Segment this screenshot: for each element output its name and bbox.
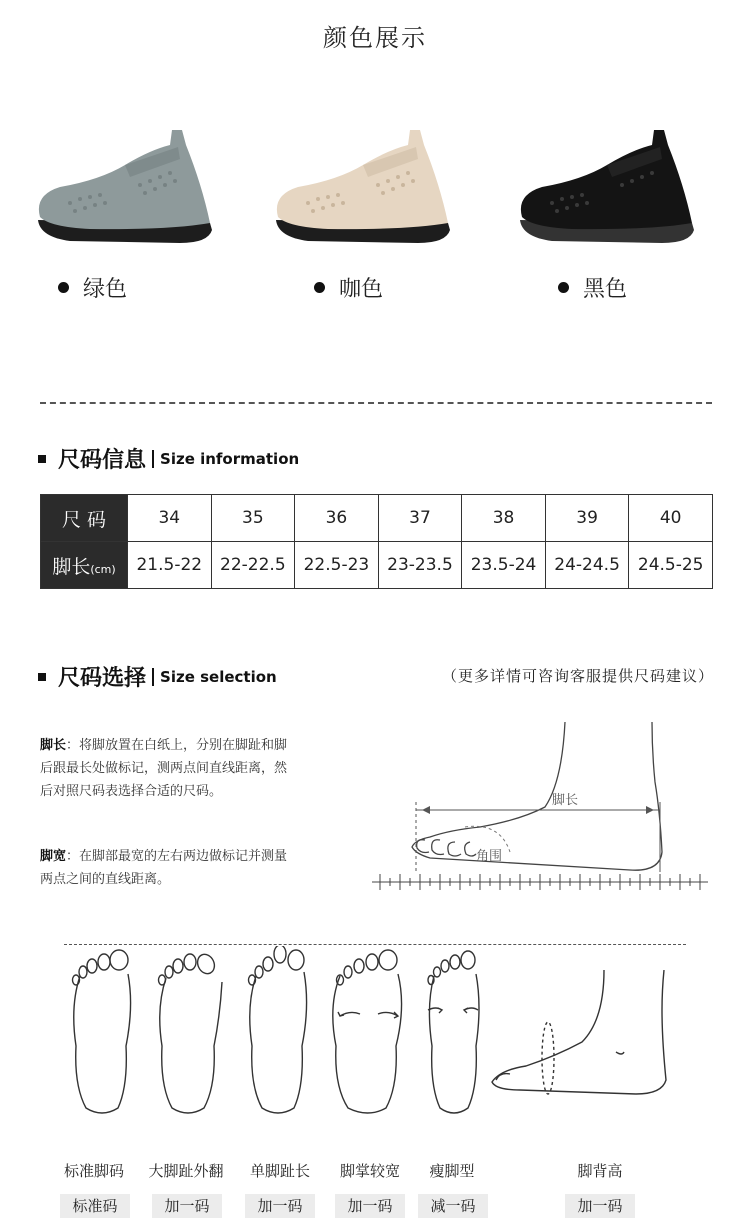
foot-type-label: 大脚趾外翻 (148, 1162, 224, 1180)
size-advice-badge: 加一码 (565, 1194, 635, 1218)
table-row-length (41, 542, 713, 589)
row-header-label: 脚长 (52, 555, 91, 578)
foot-bunion-icon (150, 946, 230, 1121)
bullet-dot-icon (558, 282, 569, 293)
foot-type-label: 单脚趾长 (249, 1162, 310, 1180)
shoe-image-green (30, 125, 230, 245)
foot-high-instep-icon (486, 970, 670, 1120)
color-option-brown (314, 272, 383, 303)
table-cell: 40 (629, 495, 713, 542)
table-row-size (41, 495, 713, 542)
size-advice-badge: 加一码 (152, 1194, 222, 1218)
term-foot-length: 脚长 (40, 738, 67, 753)
foot-length-instructions (40, 734, 290, 803)
size-advice-badge: 减一码 (418, 1194, 488, 1218)
table-cell: 38 (462, 495, 546, 542)
color-label: 绿色 (83, 277, 128, 302)
foot-width-instructions (40, 845, 290, 891)
diagram-angle-label: 角围 (476, 849, 503, 864)
size-info-heading (38, 443, 299, 474)
bullet-dot-icon (314, 282, 325, 293)
color-option-black (558, 272, 627, 303)
color-option-green (58, 272, 127, 303)
table-cell: 36 (295, 495, 379, 542)
foot-type-label: 标准脚码 (63, 1162, 124, 1180)
table-cell: 34 (128, 495, 212, 542)
row-header-length (41, 542, 128, 589)
shoe-image-beige (268, 125, 468, 245)
advice-note: （更多详情可咨询客服提供尺码建议） (441, 667, 714, 685)
heading-cn: 尺码选择 (58, 666, 147, 691)
color-label: 咖色 (339, 277, 384, 302)
table-cell: 39 (545, 495, 629, 542)
foot-narrow-icon (418, 946, 488, 1121)
instruction-text: ：在脚部最宽的左右两边做标记并测量两点之间的直线距离。 (40, 849, 288, 887)
heading-en: Size selection (160, 667, 277, 686)
table-cell: 21.5-22 (128, 542, 212, 589)
square-bullet-icon (38, 455, 46, 463)
size-table (40, 494, 713, 589)
heading-cn: 尺码信息 (58, 448, 147, 473)
table-cell: 23.5-24 (462, 542, 546, 589)
table-cell: 24-24.5 (545, 542, 629, 589)
foot-type-label: 脚掌较宽 (339, 1162, 400, 1180)
shoe-image-black (512, 125, 712, 245)
row-header-unit: (cm) (90, 562, 116, 576)
table-cell: 22-22.5 (211, 542, 295, 589)
size-selection-heading (38, 661, 277, 692)
foot-type-label: 瘦脚型 (429, 1162, 475, 1180)
foot-standard-icon (62, 946, 142, 1121)
heading-en: Size information (160, 449, 300, 468)
heading-separator (152, 450, 154, 468)
section-divider (64, 944, 686, 945)
bullet-dot-icon (58, 282, 69, 293)
section-divider (40, 402, 712, 404)
term-foot-width: 脚宽 (40, 849, 67, 864)
diagram-length-label: 脚长 (552, 793, 579, 808)
foot-wide-icon (326, 946, 412, 1121)
foot-type-label: 脚背高 (577, 1162, 623, 1180)
row-header-size: 尺 码 (41, 495, 128, 542)
color-label: 黑色 (583, 277, 628, 302)
table-cell: 37 (378, 495, 462, 542)
foot-measure-diagram (370, 722, 710, 902)
size-advice-badge: 加一码 (245, 1194, 315, 1218)
table-cell: 24.5-25 (629, 542, 713, 589)
size-advice-badge: 加一码 (335, 1194, 405, 1218)
heading-separator (152, 668, 154, 686)
foot-long-toe-icon (240, 946, 320, 1121)
square-bullet-icon (38, 673, 46, 681)
table-cell: 23-23.5 (378, 542, 462, 589)
size-advice-badge: 标准码 (60, 1194, 130, 1218)
page-title: 颜色展示 (323, 24, 427, 52)
table-cell: 22.5-23 (295, 542, 379, 589)
instruction-text: ：将脚放置在白纸上，分别在脚趾和脚后跟最长处做标记，测两点间直线距离，然后对照尺码表选择合适的尺码。 (40, 738, 288, 799)
table-cell: 35 (211, 495, 295, 542)
